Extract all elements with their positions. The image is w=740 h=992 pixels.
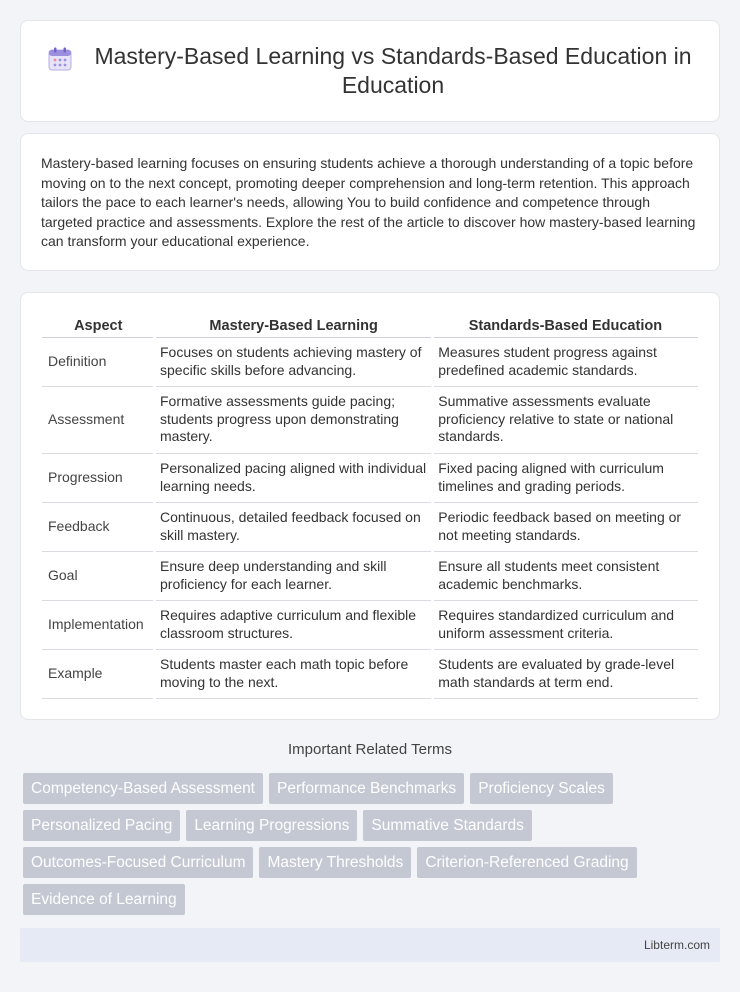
comparison-card [20,292,720,720]
row-aspect: Progression [42,453,155,502]
row-mastery: Students master each math topic before moving to the next. [155,649,433,698]
row-mastery: Ensure deep understanding and skill proficiency for each learner. [155,551,433,600]
tag-criterion-referenced-grading[interactable]: Criterion-Referenced Grading [417,847,636,878]
table-row [42,600,698,649]
tag-competency-based-assessment[interactable]: Competency-Based Assessment [23,773,263,804]
row-standards: Ensure all students meet consistent academic benchmarks. [433,551,698,600]
tag-outcomes-focused-curriculum[interactable]: Outcomes-Focused Curriculum [23,847,253,878]
title-card [20,20,720,122]
related-terms-title: Important Related Terms [288,741,452,758]
table-header-row [42,313,698,337]
row-mastery: Formative assessments guide pacing; students progress upon demonstrating mastery. [155,386,433,453]
row-standards: Measures student progress against predefined academic standards. [433,337,698,386]
row-aspect: Definition [42,337,155,386]
tag-performance-benchmarks[interactable]: Performance Benchmarks [269,773,464,804]
intro-text: Mastery-based learning focuses on ensuring students achieve a thorough understanding of a topic before moving on to the next concept, promoting deeper comprehension and long-term retention. This approach tailors the pace to each learner's needs, allowing You to build confidence and competence through targeted practice and assessments. Explore the rest of the article to discover how mastery-based learning can transform your educational experience. [41,155,696,249]
comparison-table [42,313,698,699]
related-terms-list [23,773,723,921]
footer-site-link[interactable]: Libterm.com [643,938,710,952]
tag-mastery-thresholds[interactable]: Mastery Thresholds [259,847,411,878]
header-standards: Standards-Based Education [433,313,698,337]
table-row [42,337,698,386]
tag-personalized-pacing[interactable]: Personalized Pacing [23,810,180,841]
calendar-icon [47,46,73,72]
row-aspect: Goal [42,551,155,600]
title-wrap [47,42,693,100]
row-mastery: Focuses on students achieving mastery of specific skills before advancing. [155,337,433,386]
row-standards: Fixed pacing aligned with curriculum timelines and grading periods. [433,453,698,502]
row-standards: Requires standardized curriculum and uniform assessment criteria. [433,600,698,649]
row-aspect: Assessment [42,386,155,453]
row-standards: Summative assessments evaluate proficiency relative to state or national standards. [433,386,698,453]
tag-evidence-of-learning[interactable]: Evidence of Learning [23,884,185,915]
table-row [42,502,698,551]
tag-proficiency-scales[interactable]: Proficiency Scales [470,773,613,804]
header-mastery: Mastery-Based Learning [155,313,433,337]
table-row [42,649,698,698]
tag-learning-progressions[interactable]: Learning Progressions [186,810,357,841]
table-row [42,386,698,453]
row-mastery: Requires adaptive curriculum and flexible classroom structures. [155,600,433,649]
table-row [42,453,698,502]
row-mastery: Personalized pacing aligned with individual learning needs. [155,453,433,502]
row-aspect: Feedback [42,502,155,551]
row-aspect: Example [42,649,155,698]
page-title: Mastery-Based Learning vs Standards-Based Education in Education [94,43,692,98]
header-aspect: Aspect [42,313,155,337]
row-mastery: Continuous, detailed feedback focused on skill mastery. [155,502,433,551]
row-standards: Periodic feedback based on meeting or not meeting standards. [433,502,698,551]
intro-card [20,133,720,271]
footer [20,928,720,962]
row-standards: Students are evaluated by grade-level math standards at term end. [433,649,698,698]
table-row [42,551,698,600]
row-aspect: Implementation [42,600,155,649]
tag-summative-standards[interactable]: Summative Standards [363,810,532,841]
